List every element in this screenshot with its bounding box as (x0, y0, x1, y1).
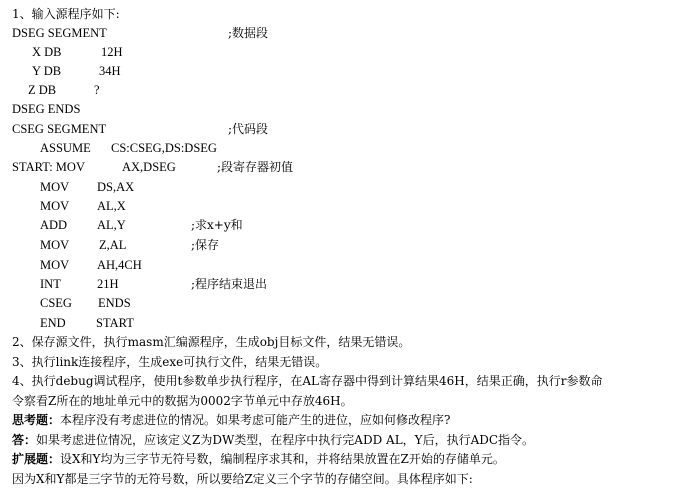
code-cseg-segment: CSEG SEGMENT (12, 122, 107, 136)
code-line-8-args: START (96, 316, 134, 330)
think-label: 思考题： (12, 413, 61, 427)
code-line-6-args: 21H (97, 277, 119, 291)
code-y-value: 34H (99, 64, 121, 78)
code-line-3-comment: ;求x+y和 (191, 218, 243, 232)
code-z-name: Z DB (28, 83, 57, 97)
code-line-8-op: END (40, 316, 66, 330)
code-x-value: 12H (101, 45, 123, 59)
step-4-text-line-2: 令察看Z所在的地址单元中的数据为0002字节单元中存放46H。 (12, 394, 353, 408)
answer (12, 431, 682, 450)
code-line-3-op: ADD (40, 218, 68, 232)
code-z-value: ? (94, 83, 100, 97)
code-line-7-args: ENDS (98, 296, 131, 310)
think-question (12, 411, 682, 430)
code-cseg-comment: ;代码段 (228, 122, 269, 136)
code-line-5-args: AH,4CH (97, 258, 142, 272)
code-start-label: START: MOV (12, 160, 85, 174)
code-dseg-comment: ;数据段 (228, 26, 269, 40)
code-dseg-segment: DSEG SEGMENT (12, 26, 107, 40)
code-line-1-args: DS,AX (97, 180, 135, 194)
step-3-text: 3、执行link连接程序，生成exe可执行文件，结果无错误。 (12, 355, 328, 369)
code-line-6-op: INT (40, 277, 61, 291)
answer-label: 答： (12, 433, 37, 447)
extension-label: 扩展题： (12, 452, 61, 466)
code-line-1-op: MOV (40, 180, 70, 194)
code-dseg-ends: DSEG ENDS (12, 102, 81, 116)
code-line-2-args: AL,X (97, 199, 126, 213)
code-line-2-op: MOV (40, 199, 70, 213)
final-line: 因为X和Y都是三字节的无符号数，所以要给Z定义三个字节的存储空间。具体程序如下: (12, 472, 473, 486)
code-assume-keyword: ASSUME (40, 141, 91, 155)
code-line-4-comment: ;保存 (191, 238, 220, 252)
code-line-6-comment: ;程序结束退出 (191, 277, 268, 291)
code-x-name: X DB (32, 45, 62, 59)
answer-text: 如果考虑进位情况，应该定义Z为DW类型，在程序中执行完ADD AL，Y后，执行ADC指令。 (36, 433, 535, 447)
code-line-5-op: MOV (40, 258, 70, 272)
code-line-4-op: MOV (40, 238, 70, 252)
code-start-args: AX,DSEG (122, 160, 176, 174)
extension-question (12, 450, 682, 469)
extension-text: 设X和Y均为三字节无符号数，编制程序求其和，并将结果放置在Z开始的存储单元。 (60, 452, 505, 466)
step-4-text-line-1: 4、执行debug调试程序，使用t参数单步执行程序，在AL寄存器中得到计算结果46H，结果正确，执行r参数命 (12, 374, 603, 388)
code-line-3-args: AL,Y (97, 218, 126, 232)
code-start-comment: ;段寄存器初值 (217, 160, 294, 174)
code-line-7-op: CSEG (40, 296, 72, 310)
think-text: 本程序没有考虑进位的情况。如果考虑可能产生的进位，应如何修改程序? (60, 413, 451, 427)
step-1-heading: 1、输入源程序如下: (12, 7, 120, 21)
step-2-text: 2、保存源文件，执行masm汇编源程序，生成obj目标文件，结果无错误。 (12, 335, 411, 349)
code-assume-args: CS:CSEG,DS:DSEG (111, 141, 217, 155)
code-y-name: Y DB (32, 64, 62, 78)
code-line-4-args: Z,AL (99, 238, 127, 252)
